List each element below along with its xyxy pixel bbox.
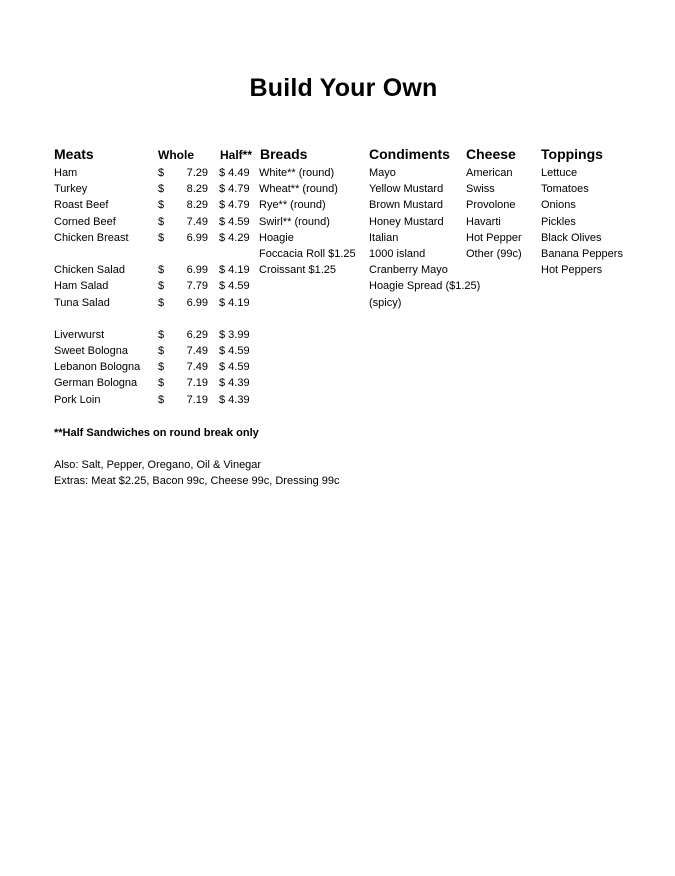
bread-item: Swirl** (round) [259,215,330,228]
topping-item: Tomatoes [541,183,589,196]
half-price: $ 4.79 [219,199,250,212]
spacer [219,311,259,327]
meat-name: Ham [54,167,78,179]
half-price: $ 4.29 [219,231,250,244]
cheese-item: Hot Pepper [466,231,522,244]
half-price: $ 4.79 [219,183,250,196]
meat-name: Chicken Breast [54,231,129,244]
currency-symbol: $ [158,345,165,358]
meat-name: Turkey [54,183,88,196]
whole-price: 8.29 [186,199,208,212]
meat-name: Corned Beef [54,215,116,228]
half-price: $ 3.99 [219,328,250,341]
bread-item: White** (round) [259,167,335,179]
condiment-item: Yellow Mustard [369,183,444,196]
header-condiments: Condiments [369,146,450,162]
half-price: $ 4.39 [219,377,250,390]
whole-price: 7.49 [186,361,208,374]
spacer [158,246,170,262]
meat-name: Liverwurst [54,328,105,341]
spacer [54,246,154,262]
currency-symbol: $ [158,296,165,309]
condiment-item: Mayo [369,167,396,179]
currency-symbol: $ [158,231,165,244]
condiment-item: Brown Mustard [369,199,443,212]
currency-symbol: $ [158,328,165,341]
half-price: $ 4.59 [219,345,250,358]
spacer [158,311,170,327]
half-sandwich-note: **Half Sandwiches on round break only [54,427,259,439]
meat-name: Roast Beef [54,199,109,212]
topping-item: Hot Peppers [541,264,603,277]
meat-name: Ham Salad [54,280,109,293]
currency-symbol: $ [158,361,165,374]
bread-item: Rye** (round) [259,199,326,212]
currency-symbol: $ [158,183,165,196]
meat-name: German Bologna [54,377,138,390]
cheese-item: American [466,167,513,179]
whole-price: 7.49 [186,345,208,358]
spacer [172,246,208,262]
half-price-column [219,165,259,408]
whole-price: 7.49 [186,215,208,228]
header-breads: Breads [260,146,308,162]
whole-price-column [172,165,208,408]
currency-symbol: $ [158,215,165,228]
also-note: Also: Salt, Pepper, Oregano, Oil & Vinegar [54,459,262,471]
whole-price: 6.99 [186,296,208,309]
cheese-item: Other (99c) [466,247,522,260]
currency-symbol: $ [158,264,165,277]
topping-item: Banana Peppers [541,247,623,260]
condiment-item: (spicy) [369,296,402,309]
half-price: $ 4.59 [219,215,250,228]
bread-item: Foccacia Roll $1.25 [259,247,356,260]
cheese-item: Swiss [466,183,495,196]
cheese-column [466,165,522,262]
header-whole: Whole [158,148,194,162]
whole-price: 7.19 [186,377,208,390]
topping-item: Pickles [541,215,576,228]
topping-item: Black Olives [541,231,602,244]
half-price: $ 4.19 [219,296,250,309]
condiment-item: Hoagie Spread ($1.25) [369,280,481,293]
whole-price: 7.19 [186,393,208,406]
whole-price: 6.99 [186,231,208,244]
currency-symbol: $ [158,167,165,179]
whole-price: 7.79 [186,280,208,293]
currency-symbol: $ [158,280,165,293]
bread-item: Wheat** (round) [259,183,338,196]
currency-symbol: $ [158,199,165,212]
meat-name: Pork Loin [54,393,101,406]
half-price: $ 4.59 [219,361,250,374]
meat-name: Sweet Bologna [54,345,128,358]
topping-item: Onions [541,199,576,212]
bread-item: Hoagie [259,231,294,244]
whole-price: 7.29 [186,167,208,179]
meat-names-column [54,165,154,408]
toppings-column [541,165,623,278]
condiment-item: Cranberry Mayo [369,264,448,277]
condiment-item: 1000 island [369,247,426,260]
spacer [54,311,154,327]
bread-item: Croissant $1.25 [259,264,337,277]
half-price: $ 4.39 [219,393,250,406]
whole-price: 6.99 [186,264,208,277]
meat-name: Lebanon Bologna [54,361,141,374]
currency-symbol: $ [158,393,165,406]
whole-price: 8.29 [186,183,208,196]
breads-column [259,165,356,278]
meat-name: Tuna Salad [54,296,110,309]
meat-name: Chicken Salad [54,264,125,277]
currency-symbol: $ [158,377,165,390]
cheese-item: Provolone [466,199,516,212]
half-price: $ 4.19 [219,264,250,277]
condiment-item: Honey Mustard [369,215,444,228]
condiment-item: Italian [369,231,399,244]
whole-price: 6.29 [186,328,208,341]
half-price: $ 4.59 [219,280,250,293]
spacer [172,311,208,327]
header-cheese: Cheese [466,146,516,162]
topping-item: Lettuce [541,167,578,179]
page-title: Build Your Own [249,74,438,102]
extras-note: Extras: Meat $2.25, Bacon 99c, Cheese 99c, Dressing 99c [54,475,340,487]
spacer [219,246,259,262]
header-meats: Meats [54,146,94,162]
header-half: Half** [220,148,253,162]
currency-column [158,165,170,408]
half-price: $ 4.49 [219,167,250,179]
header-toppings: Toppings [541,146,603,162]
cheese-item: Havarti [466,215,501,228]
condiments-column [369,165,480,311]
